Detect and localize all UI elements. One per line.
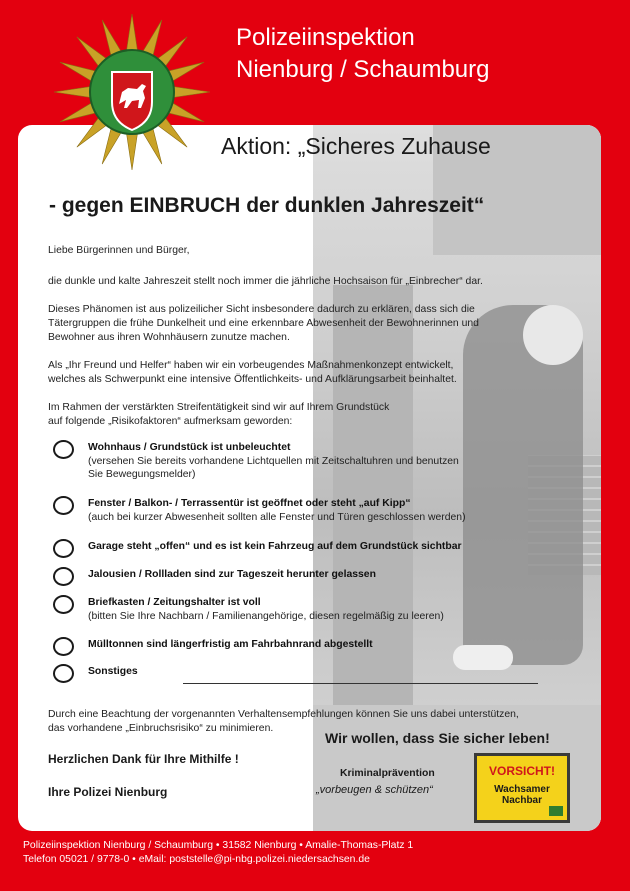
checkbox-circle-icon[interactable] bbox=[53, 496, 74, 515]
footer-address: Polizeiinspektion Nienburg / Schaumburg • 31582 Nienburg • Amalie-Thomas-Platz 1 bbox=[23, 840, 414, 851]
sign-emblem-icon bbox=[549, 806, 563, 816]
prevention-motto: „vorbeugen & schützen“ bbox=[316, 784, 433, 796]
slogan: Wir wollen, dass Sie sicher leben! bbox=[325, 730, 550, 746]
header-line-2: Nienburg / Schaumburg bbox=[236, 56, 490, 83]
intro-paragraph-4: Im Rahmen der verstärkten Streifentätigkeit sind wir auf Ihrem Grundstück auf folgende „Risikofaktoren“ aufmerksam geworden: bbox=[48, 402, 390, 427]
campaign-subtitle: - gegen EINBRUCH der dunklen Jahreszeit“ bbox=[49, 194, 485, 217]
intro-paragraph-1: die dunkle und kalte Jahreszeit stellt noch immer die jährliche Hochsaison für „Einbrecher“ dar. bbox=[48, 276, 483, 287]
checkbox-circle-icon[interactable] bbox=[53, 440, 74, 459]
header-title bbox=[236, 22, 489, 86]
checkbox-circle-icon[interactable] bbox=[53, 664, 74, 683]
checkbox-circle-icon[interactable] bbox=[53, 637, 74, 656]
intro-paragraph-2: Dieses Phänomen ist aus polizeilicher Sicht insbesondere dadurch zu erklären, dass sich die Tätergruppen die frühe Dunkelheit und eine erkennbare Abwesenheit der Bewohnerinnen und Bewohner aus ihren Wohnhäusern zunutze machen. bbox=[48, 304, 479, 343]
header-line-1: Polizeiinspektion bbox=[236, 24, 415, 51]
footer-phone-email: Telefon 05021 / 9778-0 • eMail: poststelle@pi-nbg.polizei.niedersachsen.de bbox=[23, 854, 370, 865]
watchful-neighbour-sign: VORSICHT! Wachsamer Nachbar bbox=[474, 753, 570, 823]
intro-paragraph-3: Als „Ihr Freund und Helfer“ haben wir ein vorbeugendes Maßnahmenkonzept entwickelt, welches als Schwerpunkt eine intensive Öffentlichkeits- und Aufklärungsarbeit beinhaltet. bbox=[48, 360, 457, 385]
checkbox-circle-icon[interactable] bbox=[53, 567, 74, 586]
campaign-title: Aktion: „Sicheres Zuhause bbox=[221, 133, 491, 159]
prevention-label: Kriminalprävention bbox=[340, 768, 435, 779]
intro-greeting: Liebe Bürgerinnen und Bürger, bbox=[48, 245, 190, 256]
footer-contact bbox=[23, 839, 413, 867]
police-star-badge-icon bbox=[52, 12, 212, 172]
signature-text: Ihre Polizei Nienburg bbox=[48, 785, 168, 799]
checkbox-circle-icon[interactable] bbox=[53, 539, 74, 558]
closing-paragraph: Durch eine Beachtung der vorgenannten Verhaltensempfehlungen können Sie uns dabei unterstützen, das vorhandene „Einbruchsrisiko“ zu minimieren. bbox=[48, 709, 519, 734]
checkbox-circle-icon[interactable] bbox=[53, 595, 74, 614]
sonstiges-write-line[interactable] bbox=[183, 683, 538, 684]
thanks-text: Herzlichen Dank für Ihre Mithilfe ! bbox=[48, 752, 239, 766]
